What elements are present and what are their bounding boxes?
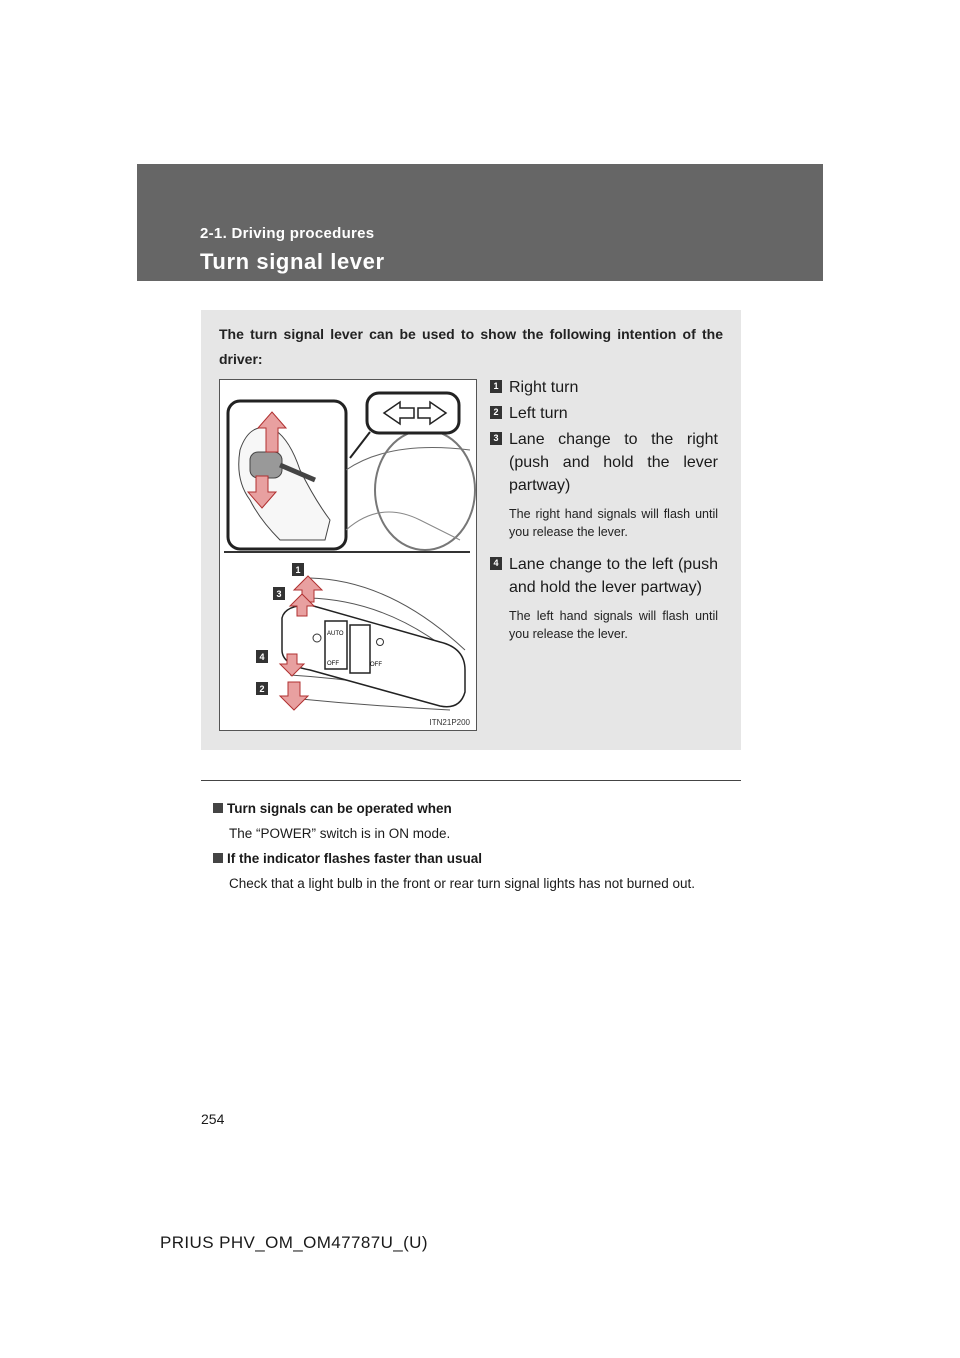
inset-pointer	[350, 432, 370, 458]
auto-label: AUTO	[327, 631, 344, 637]
item-label: Lane change to the right (push and hold the lever partway)	[509, 431, 718, 494]
item-note: The left hand signals will flash until you release the lever.	[509, 609, 718, 641]
item-number: 3	[490, 432, 502, 445]
signal-list	[489, 374, 718, 643]
item-label: Right turn	[509, 379, 579, 396]
off-label-2: OFF	[370, 662, 382, 668]
item-number: 2	[490, 406, 502, 419]
callout-4: 4	[259, 652, 265, 662]
callout-2: 2	[259, 684, 265, 694]
section-label: 2-1. Driving procedures	[200, 225, 375, 242]
page-number: 254	[201, 1111, 225, 1127]
bullet-square-icon	[213, 803, 223, 813]
note-body: The “POWER” switch is in ON mode.	[229, 826, 451, 841]
document-id: PRIUS PHV_OM_OM47787U_(U)	[160, 1233, 428, 1252]
list-item	[489, 553, 718, 643]
fog-switch-ring	[350, 625, 370, 673]
list-item	[489, 402, 718, 425]
left-turn-arrow-icon	[280, 682, 308, 710]
callout-3: 3	[276, 589, 282, 599]
note-title: If the indicator flashes faster than usual	[213, 849, 738, 869]
lever-tip-sketch	[250, 452, 282, 478]
lever-body	[282, 605, 465, 707]
callout-1: 1	[295, 565, 301, 575]
page-title: Turn signal lever	[200, 249, 385, 274]
list-item	[489, 428, 718, 541]
item-number: 4	[490, 557, 502, 570]
dashboard-line	[346, 448, 470, 471]
bullet-square-icon	[213, 853, 223, 863]
off-label-1: OFF	[327, 661, 339, 667]
notes-section	[213, 799, 738, 899]
illustration-drawing	[220, 380, 476, 730]
note-title: Turn signals can be operated when	[213, 799, 738, 819]
item-label: Left turn	[509, 405, 568, 422]
list-item	[489, 376, 718, 399]
section-divider	[201, 780, 741, 781]
console-sketch	[346, 512, 460, 540]
turn-signal-illustration	[219, 379, 477, 731]
note-body: Check that a light bulb in the front or rear turn signal lights has not burned out.	[229, 876, 696, 891]
figure-code: ITN21P200	[429, 718, 470, 727]
item-label: Lane change to the left (push and hold the lever partway)	[509, 556, 718, 596]
page-header	[137, 164, 823, 281]
overview-box	[201, 310, 741, 750]
item-note: The right hand signals will flash until you release the lever.	[509, 507, 718, 539]
item-number: 1	[490, 380, 502, 393]
intro-text: The turn signal lever can be used to show the following intention of the driver:	[219, 326, 723, 367]
